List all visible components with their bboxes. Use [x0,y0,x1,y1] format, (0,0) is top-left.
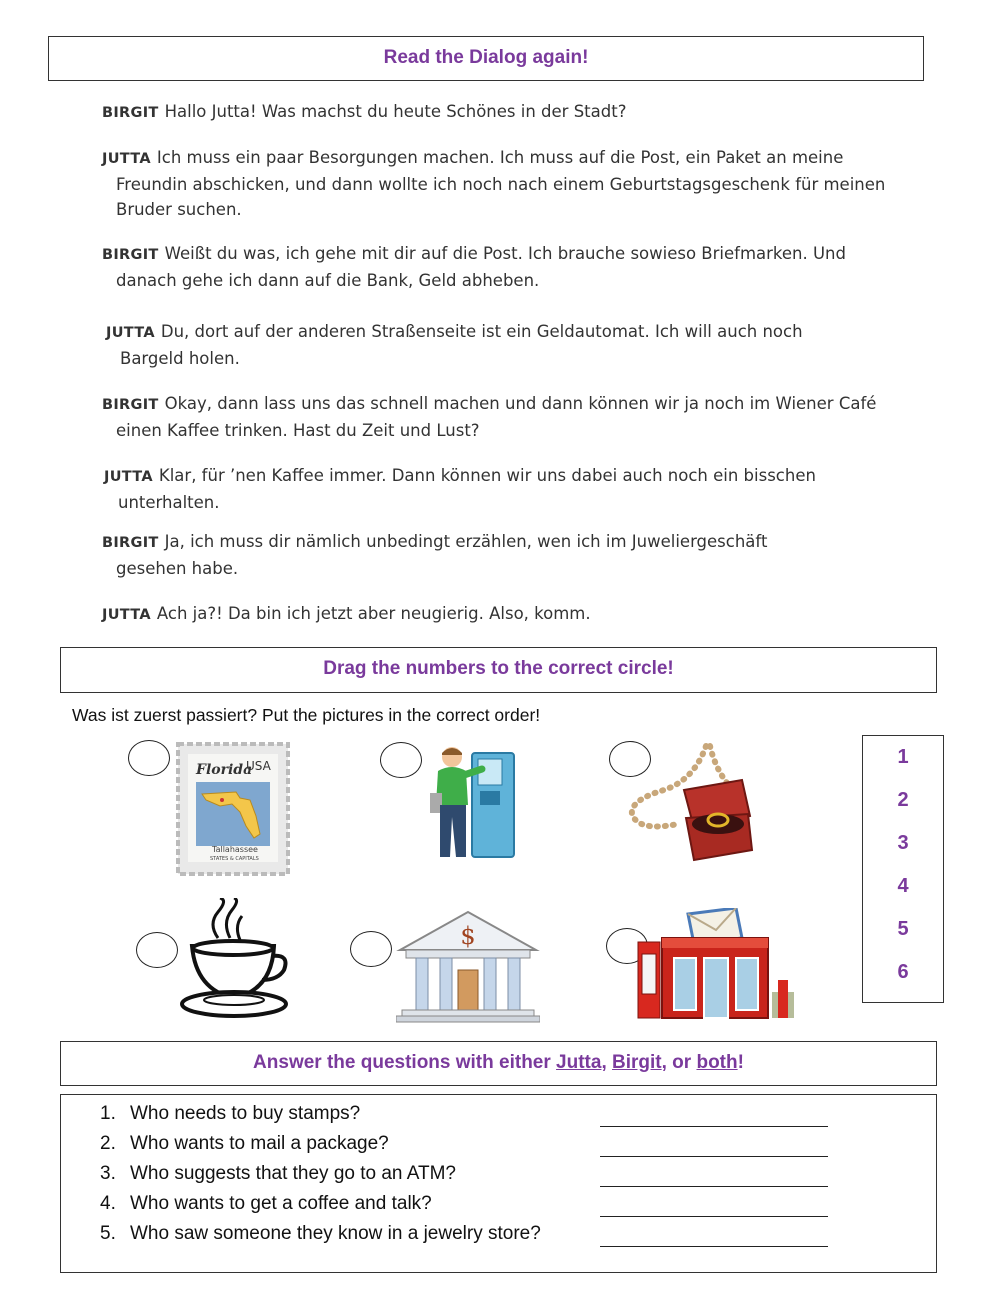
stamp-city: Tallahassee [212,845,258,854]
dialog-text: gesehen habe. [116,559,239,578]
dialog-line [106,319,906,371]
dialog-text: Bargeld holen. [120,349,240,368]
drag-number-4[interactable]: 4 [897,875,909,897]
atm-image [428,745,522,865]
answer-questions-header [60,1041,937,1086]
question-item [100,1223,541,1245]
dialog-line [102,99,902,126]
jewelry-image [624,740,758,868]
answer-title-sep: , [601,1052,613,1073]
dialog-text: Ach ja?! Da bin ich jetzt aber neugierig. Also, komm. [156,604,591,623]
post-office-image [632,908,800,1022]
dialog-text: Hallo Jutta! Was machst du heute Schönes in der Stadt? [164,102,627,121]
dialog-line [102,145,902,222]
stamp-caption: STATES & CAPITALS [210,856,259,862]
stamp-image [176,742,290,876]
drag-numbers-header [60,647,937,693]
read-dialog-header [48,36,924,81]
speaker-label: JUTTA [104,469,153,485]
dialog-text: Ja, ich muss dir nämlich unbedingt erzählen, wen ich im Juweliergeschäft [164,532,768,551]
drop-circle-stamp[interactable] [128,740,170,776]
answer-title-sep: , or [661,1052,697,1073]
question-text: Who saw someone they know in a jewelry store? [130,1223,541,1244]
drag-numbers-title: Drag the numbers to the correct circle! [323,658,674,679]
question-number: 4. [100,1193,116,1214]
dialog-line [102,391,902,443]
order-instruction: Was ist zuerst passiert? Put the pictures in the correct order! [72,705,541,725]
dialog-line [102,241,902,293]
coffee-image [178,898,290,1022]
dialog-line [104,463,904,515]
drag-number-2[interactable]: 2 [897,789,909,811]
question-item [100,1133,389,1155]
question-text: Who needs to buy stamps? [130,1103,361,1124]
dialog-text: Du, dort auf der anderen Straßenseite ist ein Geldautomat. Ich will auch noch [160,322,803,341]
bank-image [396,908,540,1024]
bank-dollar-sign: $ [460,922,476,950]
answer-blank-2[interactable] [600,1156,828,1157]
stamp-title: Florida [196,762,253,778]
option-birgit: Birgit [612,1052,662,1073]
speaker-label: JUTTA [102,151,151,167]
question-text: Who wants to get a coffee and talk? [130,1193,432,1214]
answer-questions-title [61,1052,936,1074]
drop-circle-bank[interactable] [350,931,392,967]
speaker-label: BIRGIT [102,535,159,551]
dialog-text: Klar, für ’nen Kaffee immer. Dann können wir uns dabei auch noch ein bisschen [158,466,816,485]
dialog-text: einen Kaffee trinken. Hast du Zeit und Lust? [116,421,480,440]
question-number: 3. [100,1163,116,1184]
question-text: Who suggests that they go to an ATM? [130,1163,456,1184]
dialog-text: Weißt du was, ich gehe mit dir auf die Post. Ich brauche sowieso Briefmarken. Und [164,244,846,263]
number-bank [862,735,944,1003]
dialog-text: Ich muss ein paar Besorgungen machen. Ich muss auf die Post, ein Paket an meine [156,148,844,167]
drop-circle-atm[interactable] [380,742,422,778]
question-number: 1. [100,1103,116,1124]
dialog-line [102,529,902,581]
answer-title-prefix: Answer the questions with either [253,1052,557,1073]
dialog-text: unterhalten. [118,493,220,512]
speaker-label: BIRGIT [102,247,159,263]
question-item [100,1103,360,1125]
drag-number-1[interactable]: 1 [897,746,909,768]
dialog-line [102,601,902,628]
dialog-text: Okay, dann lass uns das schnell machen und dann können wir ja noch im Wiener Café [164,394,877,413]
option-jutta: Jutta [556,1052,602,1073]
stamp-country: USA [246,759,271,773]
dialog-text: Bruder suchen. [116,200,242,219]
question-number: 5. [100,1223,116,1244]
drag-number-3[interactable]: 3 [897,832,909,854]
dialog-text: danach gehe ich dann auf die Bank, Geld abheben. [116,271,540,290]
speaker-label: JUTTA [102,607,151,623]
answer-blank-4[interactable] [600,1216,828,1217]
answer-blank-1[interactable] [600,1126,828,1127]
speaker-label: BIRGIT [102,397,159,413]
speaker-label: BIRGIT [102,105,159,121]
drag-number-5[interactable]: 5 [897,918,909,940]
answer-blank-3[interactable] [600,1186,828,1187]
question-item [100,1193,432,1215]
dialog-text: Freundin abschicken, und dann wollte ich noch nach einem Geburtstagsgeschenk für meinen [116,175,886,194]
question-item [100,1163,456,1185]
drag-number-6[interactable]: 6 [897,961,909,983]
answer-blank-5[interactable] [600,1246,828,1247]
question-number: 2. [100,1133,116,1154]
question-text: Who wants to mail a package? [130,1133,389,1154]
drop-circle-coffee[interactable] [136,932,178,968]
option-both: both [696,1052,738,1073]
speaker-label: JUTTA [106,325,155,341]
answer-title-suffix: ! [737,1052,744,1073]
read-dialog-title: Read the Dialog again! [383,47,589,68]
